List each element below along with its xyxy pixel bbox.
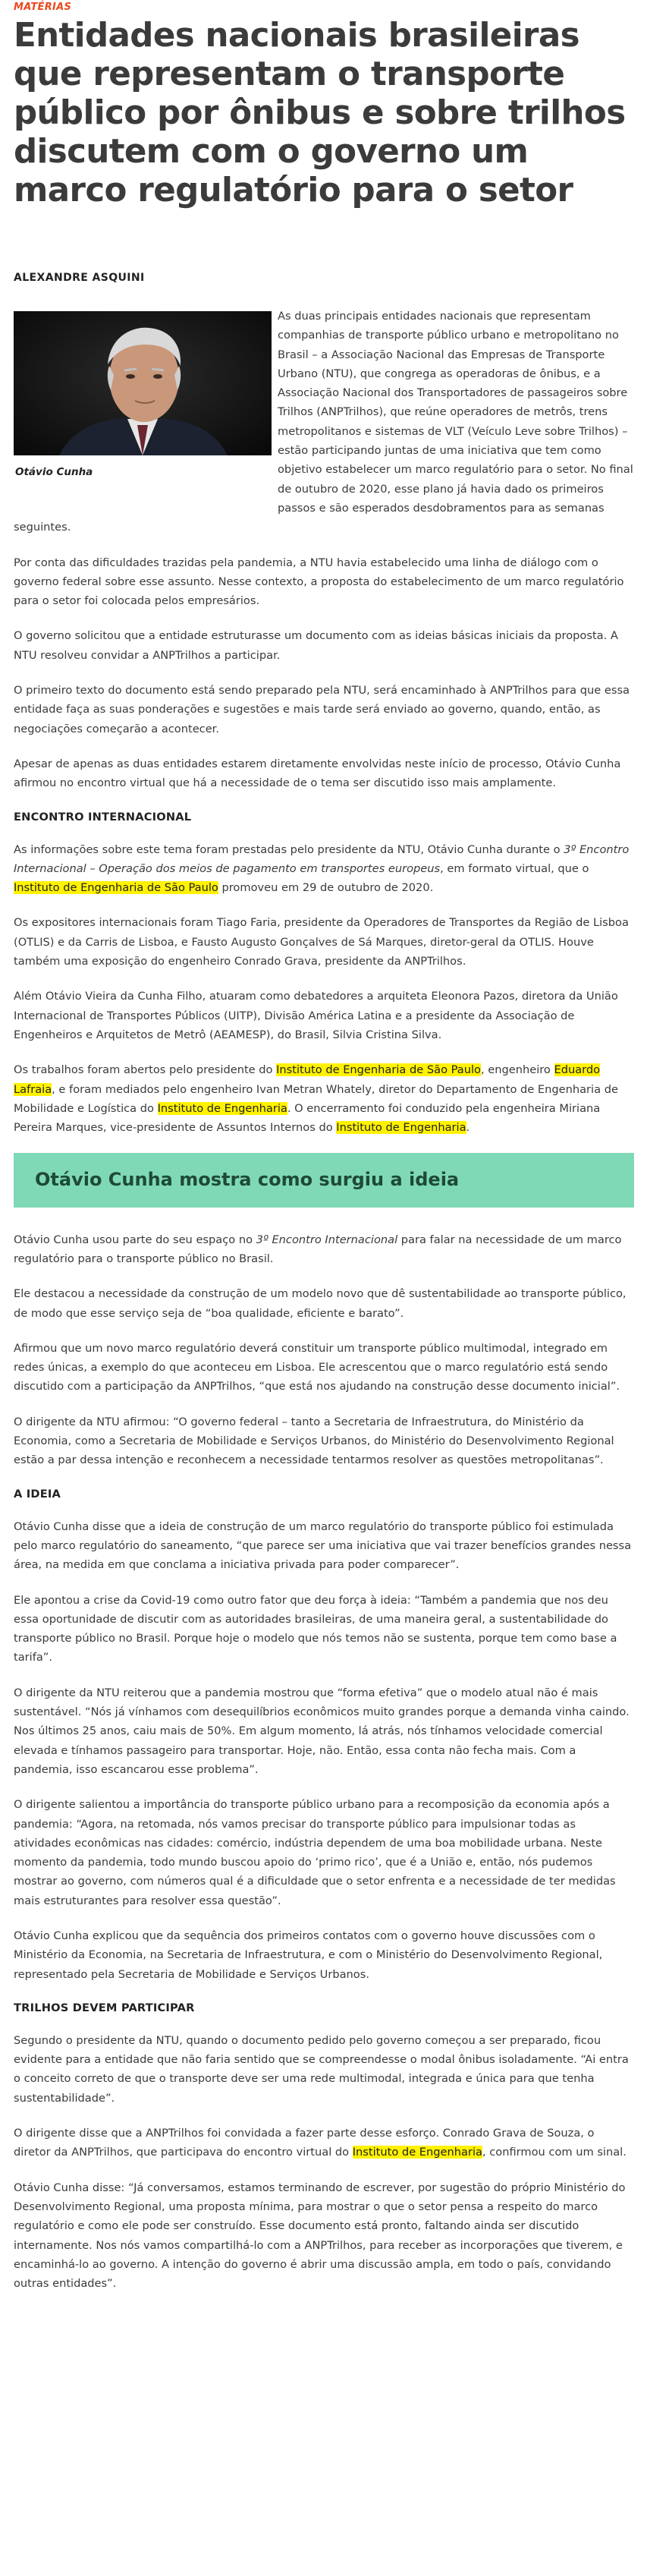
text: promoveu em 29 de outubro de 2020. [218, 881, 434, 895]
section-heading-ideia: A IDEIA [14, 1487, 61, 1501]
paragraph: Otávio Cunha disse que a ideia de construção de um marco regulatório do transporte público foi estimulada pelo marco regulatório do saneamento, “que parece ser uma iniciativa que vai trazer benefícios grandes nessa área, na medida em que conclama a iniciativa privada para poder comparecer”. [14, 1519, 632, 1572]
paragraph: O dirigente da NTU afirmou: “O governo federal – tanto a Secretaria de Infraestrutura, do Ministério da Economia, como a Secretaria de Mobilidade e Serviços Urbanos, do Ministério do Desenvolvimento Regional estão a par dessa intenção e reconhecem a necessidade tentarmos resolver as questões metropolitanas”. [14, 1415, 614, 1467]
paragraph: O primeiro texto do documento está sendo preparado pela NTU, será encaminhado à ANPTrilhos para que essa entidade faça as suas ponderações e sugestões e mais tarde será enviado ao governo, quando, então, as negociações começarão a acontecer. [14, 684, 630, 735]
banner-heading: Otávio Cunha mostra como surgiu a ideia [35, 1169, 460, 1191]
text: , confirmou com um sinal. [482, 2146, 627, 2159]
event-name: 3º Encontro Internacional – Operação dos meios de pagamento em transportes europeus [14, 842, 630, 875]
paragraph: Por conta das dificuldades trazidas pela pandemia, a NTU havia estabelecido uma linha de diálogo com o governo federal sobre esse assunto. Nesse contexto, a proposta do estabelecimento de um marco regulatório para o setor foi colocada pelos empresários. [14, 556, 624, 608]
text: Os trabalhos foram abertos pelo presidente do [14, 1063, 277, 1077]
text: . O encerramento foi conduzido pela engenheira Miriana Pereira Marques, vice-presidente de Assuntos Internos do [14, 1101, 601, 1135]
highlight-link[interactable]: Eduardo Lafraia [14, 1063, 601, 1096]
category-label[interactable]: MATÉRIAS [14, 2, 72, 13]
highlight-link[interactable]: Instituto de Engenharia [157, 1101, 287, 1115]
paragraph: O dirigente salientou a importância do transporte público urbano para a recomposição da economia após a pandemia: “Agora, na retomada, nós vamos precisar do transporte público para impulsionar todas as atividades econômicas nas cidades: comércio, indústria dependem de uma boa mobilidade urbana. Neste momento da pandemia, todo mundo buscou apoio do ‘primo rico’, que é a União e, então, nós pudemos mostrar ao governo, com números qual é a dificuldade que o setor enfrenta e a necessidade de ter medidas mais estruturantes para resolver essa questão”. [14, 1798, 616, 1907]
photo-float-space [14, 307, 278, 515]
paragraph: Segundo o presidente da NTU, quando o documento pedido pelo governo começou a ser preparado, ficou evidente para a entidade que não faria sentido que se compreendesse o modal ônibus isoladamente. “Ai entra o conceito correto de que o transporte deve ser uma rede multimodal, integrada e única para que tenha sustentabilidade”. [14, 2033, 629, 2105]
highlight-link[interactable]: Instituto de Engenharia de São Paulo [14, 881, 218, 895]
paragraph: Ele apontou a crise da Covid-19 como outro fator que deu força à ideia: “Também a pandemia que nos deu essa oportunidade de discutir com as autoridades brasileiras, de uma maneira geral, a sustentabilidade do transporte público no Brasil. Porque hoje o modelo que nós temos não se sustenta, porque tem como base a tarifa”. [14, 1593, 617, 1664]
article-body [14, 307, 634, 2309]
text: As informações sobre este tema foram prestadas pelo presidente da NTU, Otávio Cunha durante o [14, 842, 564, 856]
paragraph: Os expositores internacionais foram Tiago Faria, presidente da Operadores de Transportes da Região de Lisboa (OTLIS) e da Carris de Lisboa, e Fausto Augusto Gonçalves de Sá Marques, diretor-geral da OTLIS. Houve também uma exposição do engenheiro Conrado Grava, presidente da ANPTrilhos. [14, 916, 629, 968]
paragraph: Otávio Cunha disse: “Já conversamos, estamos terminando de escrever, por sugestão do próprio Ministério do Desenvolvimento Regional, uma proposta mínima, para mostrar o que o setor pensa a respeito do marco regulatório e como ele pode ser construído. Esse documento está pronto, faltando ainda ser discutido internamente. Nos nós vamos compartilhá-lo com a ANPTrilhos, para receber as incorporações que tiverem, e encaminhá-lo ao governo. A intenção do governo é abrir uma discussão ampla, em todo o país, convidando outras entidades”. [14, 2181, 626, 2291]
text: , em formato virtual, que o [440, 861, 589, 875]
text: O dirigente disse que a ANPTrilhos foi convidada a fazer parte desse esforço. Conrado Grava de Souza, o diretor da ANPTrilhos, que participava do encontro virtual do [14, 2127, 595, 2159]
event-name: 3º Encontro Internacional [256, 1233, 398, 1246]
article-title: Entidades nacionais brasileiras que representam o transporte público por ônibus e sobre trilhos discutem com o governo um marco regulatório para o setor [14, 17, 626, 209]
paragraph: Além Otávio Vieira da Cunha Filho, atuaram como debatedores a arquiteta Eleonora Pazos, diretora da União Internacional de Transportes Públicos (UITP), Divisão América Latina e a presidente da Associação de Engenheiros e Arquitetos de Metrô (AEAMESP), do Brasil, Silvia Cristina Silva. [14, 990, 618, 1041]
text: Otávio Cunha usou parte do seu espaço no [14, 1233, 256, 1246]
paragraph: Ele destacou a necessidade da construção de um modelo novo que dê sustentabilidade ao transporte público, de modo que esse serviço seja de “boa qualidade, eficiente e barato”. [14, 1287, 627, 1320]
text: , engenheiro [480, 1063, 554, 1077]
paragraph: O governo solicitou que a entidade estruturasse um documento com as ideias básicas iniciais da proposta. A NTU resolveu convidar a ANPTrilhos a participar. [14, 629, 618, 662]
paragraph [14, 1060, 634, 1137]
section-banner [14, 1153, 634, 1207]
paragraph [14, 840, 634, 898]
paragraph: Otávio Cunha explicou que da sequência dos primeiros contatos com o governo houve discussões com o Ministério da Economia, na Secretaria de Infraestrutura, e com o Ministério do Desenvolvimento Regional, representado pela Secretaria de Mobilidade e Serviços Urbanos. [14, 1929, 603, 1981]
section-heading-encontro: ENCONTRO INTERNACIONAL [14, 810, 192, 824]
highlight-link[interactable]: Instituto de Engenharia de São Paulo [276, 1063, 481, 1077]
paragraph [14, 1230, 634, 1269]
paragraph [14, 2124, 634, 2162]
photo-caption: Otávio Cunha [15, 466, 93, 478]
author-name: ALEXANDRE ASQUINI [14, 272, 145, 284]
highlight-link[interactable]: Instituto de Engenharia [352, 2146, 482, 2159]
paragraph: O dirigente da NTU reiterou que a pandemia mostrou que “forma efetiva” que o modelo atual não é mais sustentável. “Nós já vínhamos com desequilíbrios econômicos muito grandes porque a demanda vinha caindo. Nos últimos 25 anos, caiu mais de 50%. Em algum momento, lá atrás, nós tínhamos velocidade comercial elevada e tínhamos passageiro para transportar. Hoje, não. Então, essa conta não fecha mais. Com a pandemia, isso escancarou esse problema”. [14, 1686, 630, 1776]
paragraph: Apesar de apenas as duas entidades estarem diretamente envolvidas neste início de processo, Otávio Cunha afirmou no encontro virtual que há a necessidade de o tema ser discutido isso mais amplamente. [14, 757, 621, 790]
highlight-link[interactable]: Instituto de Engenharia [336, 1121, 466, 1135]
text: , e foram mediados pelo engenheiro Ivan Metran Whately, diretor do Departamento de Engenharia de Mobilidade e Logística do [14, 1082, 618, 1115]
intro-paragraph: As duas principais entidades nacionais que representam companhias de transporte público urbano e metropolitano no Brasil – a Associação Nacional das Empresas de Transporte Urbano (NTU), que congrega as operadoras de ônibus, e a Associação Nacional dos Transportadores de passageiros sobre Trilhos (ANPTrilhos), que reúne operadores de metrôs, trens metropolitanos e sistemas de VLT (Veículo Leve sobre Trilhos) – estão participando juntas de uma iniciativa que tem como objetivo estabelecer um marco regulatório para o setor. No final de outubro de 2020, esse plano já havia dado os primeiros passos e são esperados desdobramentos para as semanas seguintes. [14, 310, 633, 534]
paragraph: Afirmou que um novo marco regulatório deverá constituir um transporte público multimodal, integrado em redes únicas, a exemplo do que aconteceu em Lisboa. Ele acrescentou que o marco regulatório está sendo discutido com a participação da ANPTrilhos, “que está nos ajudando na construção desse documento inicial”. [14, 1341, 620, 1393]
text: . [466, 1121, 470, 1135]
text: para falar na necessidade de um marco regulatório para o transporte público no Brasil. [14, 1233, 622, 1265]
section-heading-trilhos: TRILHOS DEVEM PARTICIPAR [14, 2001, 195, 2014]
